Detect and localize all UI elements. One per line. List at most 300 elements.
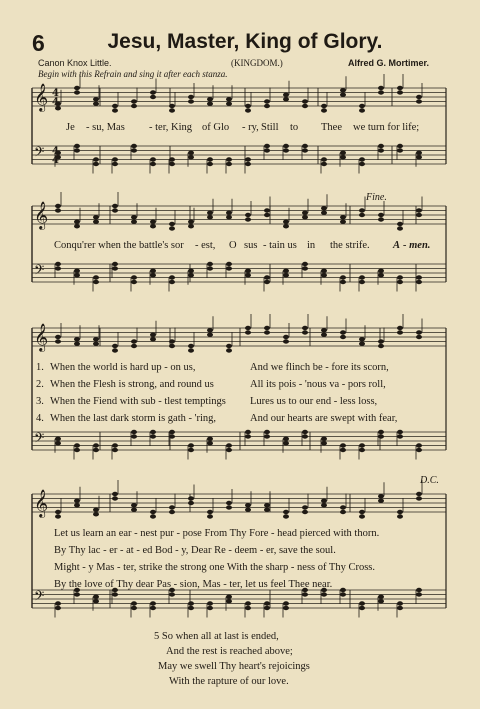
note-head	[112, 448, 118, 452]
note-head	[302, 262, 308, 266]
note-head	[169, 505, 175, 509]
note-head	[169, 434, 175, 438]
treble-clef: 𝄞	[34, 489, 49, 517]
note-head	[112, 443, 118, 447]
note-head	[302, 505, 308, 509]
note-head	[264, 430, 270, 434]
note-head	[226, 215, 232, 219]
note-head	[283, 606, 289, 610]
note-head	[188, 601, 194, 605]
note-head	[169, 226, 175, 230]
note-head	[55, 514, 61, 518]
note-head	[283, 335, 289, 339]
note-head	[397, 601, 403, 605]
note-head	[207, 266, 213, 270]
note-head	[188, 348, 194, 352]
note-head	[264, 326, 270, 330]
lyric-syllable: Still	[261, 122, 279, 133]
note-head	[397, 86, 403, 90]
note-head	[397, 514, 403, 518]
note-head	[416, 208, 422, 212]
note-head	[283, 93, 289, 97]
note-head	[112, 496, 118, 500]
note-head	[321, 108, 327, 112]
note-head	[169, 510, 175, 514]
note-head	[131, 99, 137, 103]
note-head	[416, 592, 422, 596]
note-head	[416, 99, 422, 103]
note-head	[416, 213, 422, 217]
note-head	[55, 262, 61, 266]
note-head	[378, 494, 384, 498]
note-head	[378, 599, 384, 603]
note-head	[207, 157, 213, 161]
note-head	[74, 448, 80, 452]
note-head	[169, 430, 175, 434]
note-head	[378, 430, 384, 434]
note-head	[283, 144, 289, 148]
note-head	[131, 339, 137, 343]
note-head	[93, 512, 99, 516]
note-head	[131, 220, 137, 224]
note-head	[302, 266, 308, 270]
note-head	[74, 337, 80, 341]
refrain-instruction: Begin with this Refrain and sing it after each stanza.	[38, 69, 228, 79]
note-head	[207, 601, 213, 605]
note-head	[188, 224, 194, 228]
note-head	[283, 601, 289, 605]
note-head	[245, 503, 251, 507]
note-head	[112, 204, 118, 208]
lyric-syllable: Thee	[321, 122, 342, 133]
note-head	[55, 441, 61, 445]
note-head	[226, 102, 232, 106]
note-head	[397, 434, 403, 438]
note-head	[55, 601, 61, 605]
note-head	[378, 434, 384, 438]
note-head	[112, 104, 118, 108]
note-head	[93, 157, 99, 161]
treble-clef: 𝄞	[34, 201, 49, 229]
note-head	[283, 97, 289, 101]
note-head	[340, 330, 346, 334]
note-head	[397, 144, 403, 148]
note-head	[74, 503, 80, 507]
note-head	[93, 280, 99, 284]
note-head	[302, 148, 308, 152]
note-head	[150, 269, 156, 273]
note-head	[245, 213, 251, 217]
note-head	[245, 104, 251, 108]
note-head	[188, 501, 194, 505]
note-head	[188, 273, 194, 277]
author-credit: Alfred G. Mortimer.	[348, 58, 430, 68]
note-head	[169, 104, 175, 108]
note-head	[283, 148, 289, 152]
note-head	[359, 157, 365, 161]
note-head	[112, 344, 118, 348]
note-head	[264, 104, 270, 108]
note-head	[150, 337, 156, 341]
note-head	[207, 97, 213, 101]
note-head	[397, 606, 403, 610]
lyric-syllable: A	[393, 240, 401, 251]
note-head	[55, 339, 61, 343]
note-head	[131, 104, 137, 108]
note-head	[321, 499, 327, 503]
note-head	[321, 162, 327, 166]
note-head	[321, 273, 327, 277]
note-head	[131, 148, 137, 152]
note-head	[93, 337, 99, 341]
composer-credit: Canon Knox Little.	[38, 58, 112, 68]
note-head	[131, 280, 137, 284]
note-head	[112, 266, 118, 270]
note-head	[264, 144, 270, 148]
note-head	[321, 437, 327, 441]
note-head	[416, 151, 422, 155]
note-head	[112, 208, 118, 212]
stanza-number: 2.	[36, 379, 44, 390]
tune-name: (KINGDOM.)	[231, 58, 283, 68]
note-head	[93, 215, 99, 219]
note-head	[321, 104, 327, 108]
time-signature: 4	[52, 97, 59, 108]
note-head	[74, 148, 80, 152]
note-head	[226, 448, 232, 452]
note-head	[359, 601, 365, 605]
note-head	[359, 104, 365, 108]
note-head	[264, 275, 270, 279]
note-head	[74, 342, 80, 346]
note-head	[226, 266, 232, 270]
note-head	[112, 262, 118, 266]
note-head	[207, 215, 213, 219]
note-head	[93, 220, 99, 224]
note-head	[226, 501, 232, 505]
dc-marking: D.C.	[420, 475, 439, 486]
note-head	[93, 275, 99, 279]
note-head	[55, 437, 61, 441]
lyric-syllable: - men.	[403, 240, 431, 251]
note-head	[226, 595, 232, 599]
note-head	[93, 443, 99, 447]
note-head	[397, 222, 403, 226]
note-head	[378, 144, 384, 148]
stanza-text: By the love of Thy dear Pas - sion, Mas - ter, let us feel Thee near.	[54, 579, 333, 590]
note-head	[150, 333, 156, 337]
note-head	[93, 97, 99, 101]
stanza-text: Let us learn an ear - nest pur - pose From Thy Fore - head pierced with thorn.	[54, 528, 380, 539]
note-head	[283, 220, 289, 224]
note-head	[245, 430, 251, 434]
bass-clef: 𝄢	[34, 262, 45, 281]
note-head	[74, 220, 80, 224]
note-head	[169, 339, 175, 343]
note-head	[188, 95, 194, 99]
note-head	[55, 335, 61, 339]
note-head	[112, 592, 118, 596]
note-head	[112, 348, 118, 352]
note-head	[150, 162, 156, 166]
note-head	[302, 434, 308, 438]
note-head	[207, 328, 213, 332]
hymn-number: 6	[32, 30, 45, 56]
note-head	[340, 510, 346, 514]
note-head	[245, 508, 251, 512]
stanza-5-line: With the rapture of our love.	[169, 676, 289, 687]
note-head	[169, 157, 175, 161]
stanza-5-line: May we swell Thy heart's rejoicings	[158, 661, 310, 672]
note-head	[55, 204, 61, 208]
note-head	[245, 217, 251, 221]
note-head	[131, 503, 137, 507]
note-head	[74, 499, 80, 503]
note-head	[188, 269, 194, 273]
note-head	[340, 505, 346, 509]
note-head	[226, 599, 232, 603]
note-head	[245, 601, 251, 605]
note-head	[226, 97, 232, 101]
note-head	[321, 333, 327, 337]
note-head	[150, 606, 156, 610]
note-head	[283, 269, 289, 273]
stanza-text: When the world is hard up - on us,	[50, 362, 196, 373]
note-head	[188, 448, 194, 452]
note-head	[245, 157, 251, 161]
lyric-syllable: O	[229, 240, 237, 251]
fine-marking: Fine.	[366, 192, 387, 203]
note-head	[169, 280, 175, 284]
note-head	[378, 499, 384, 503]
stanza-number: 4.	[36, 413, 44, 424]
stanza-number: 1.	[36, 362, 44, 373]
note-head	[340, 151, 346, 155]
note-head	[188, 344, 194, 348]
note-head	[55, 606, 61, 610]
note-head	[150, 224, 156, 228]
note-head	[378, 86, 384, 90]
note-head	[302, 104, 308, 108]
note-head	[226, 505, 232, 509]
stanza-text: When the Flesh is strong, and round us	[50, 379, 214, 390]
note-head	[264, 148, 270, 152]
note-head	[340, 155, 346, 159]
note-head	[378, 339, 384, 343]
note-head	[283, 437, 289, 441]
stanza-5-line: 5 So when all at last is ended,	[154, 631, 279, 642]
note-head	[150, 601, 156, 605]
note-head	[169, 592, 175, 596]
lyric-syllable: Je	[66, 122, 75, 133]
note-head	[74, 269, 80, 273]
note-head	[340, 588, 346, 592]
note-head	[207, 437, 213, 441]
note-head	[397, 90, 403, 94]
note-head	[207, 441, 213, 445]
note-head	[226, 262, 232, 266]
lyric-syllable: sus	[244, 240, 258, 251]
note-head	[93, 448, 99, 452]
note-head	[245, 269, 251, 273]
note-head	[74, 144, 80, 148]
note-head	[416, 588, 422, 592]
note-head	[226, 344, 232, 348]
note-head	[131, 144, 137, 148]
note-head	[264, 508, 270, 512]
note-head	[302, 215, 308, 219]
note-head	[150, 273, 156, 277]
note-head	[188, 496, 194, 500]
stanza-text: Lures us to our end - less loss,	[250, 396, 378, 407]
note-head	[340, 220, 346, 224]
time-signature: 4	[52, 146, 59, 157]
note-head	[397, 330, 403, 334]
note-head	[245, 108, 251, 112]
note-head	[150, 95, 156, 99]
lyric-syllable: - tain us	[263, 240, 297, 251]
note-head	[207, 606, 213, 610]
note-head	[302, 430, 308, 434]
note-head	[93, 595, 99, 599]
note-head	[74, 90, 80, 94]
lyric-syllable: in	[307, 240, 316, 251]
note-head	[283, 514, 289, 518]
note-head	[378, 344, 384, 348]
note-head	[283, 224, 289, 228]
note-head	[131, 275, 137, 279]
note-head	[207, 211, 213, 215]
note-head	[188, 443, 194, 447]
note-head	[378, 148, 384, 152]
note-head	[340, 88, 346, 92]
note-head	[131, 508, 137, 512]
lyric-syllable: - ter, King	[149, 122, 193, 133]
stanza-text: When the last dark storm is gath - 'ring,	[50, 413, 217, 424]
note-head	[321, 269, 327, 273]
bass-clef: 𝄢	[34, 144, 45, 163]
note-head	[207, 514, 213, 518]
note-head	[283, 339, 289, 343]
note-head	[264, 280, 270, 284]
note-head	[264, 434, 270, 438]
time-signature: 4	[52, 155, 59, 166]
lyric-syllable: - est,	[195, 240, 216, 251]
note-head	[112, 162, 118, 166]
note-head	[93, 162, 99, 166]
note-head	[321, 211, 327, 215]
note-head	[359, 275, 365, 279]
note-head	[226, 162, 232, 166]
note-head	[416, 443, 422, 447]
note-head	[93, 102, 99, 106]
lyric-syllable: the strife.	[330, 240, 370, 251]
note-head	[283, 510, 289, 514]
note-head	[340, 93, 346, 97]
note-head	[169, 344, 175, 348]
note-head	[359, 342, 365, 346]
note-head	[264, 330, 270, 334]
note-head	[226, 211, 232, 215]
note-head	[340, 275, 346, 279]
note-head	[416, 155, 422, 159]
note-head	[188, 155, 194, 159]
note-head	[397, 326, 403, 330]
note-head	[321, 503, 327, 507]
bass-clef: 𝄢	[34, 588, 45, 607]
note-head	[340, 335, 346, 339]
note-head	[416, 280, 422, 284]
note-head	[131, 344, 137, 348]
note-head	[169, 162, 175, 166]
note-head	[321, 592, 327, 596]
note-head	[245, 606, 251, 610]
note-head	[112, 157, 118, 161]
note-head	[302, 330, 308, 334]
note-head	[131, 215, 137, 219]
note-head	[416, 330, 422, 334]
note-head	[245, 434, 251, 438]
note-head	[321, 441, 327, 445]
note-head	[416, 492, 422, 496]
note-head	[378, 595, 384, 599]
note-head	[264, 208, 270, 212]
note-head	[378, 217, 384, 221]
note-head	[340, 448, 346, 452]
note-head	[245, 273, 251, 277]
note-head	[397, 226, 403, 230]
note-head	[207, 510, 213, 514]
lyric-syllable: to	[290, 122, 299, 133]
note-head	[302, 211, 308, 215]
note-head	[340, 592, 346, 596]
note-head	[359, 510, 365, 514]
note-head	[302, 144, 308, 148]
note-head	[302, 326, 308, 330]
note-head	[207, 102, 213, 106]
note-head	[188, 151, 194, 155]
treble-clef: 𝄞	[34, 323, 49, 351]
stanza-text: Might - y Mas - ter, strike the strong one With the sharp - ness of Thy Cross.	[54, 562, 376, 573]
note-head	[397, 275, 403, 279]
note-head	[321, 328, 327, 332]
note-head	[131, 601, 137, 605]
note-head	[188, 99, 194, 103]
note-head	[131, 606, 137, 610]
lyric-syllable: of Glo	[202, 122, 230, 133]
note-head	[226, 443, 232, 447]
note-head	[378, 269, 384, 273]
note-head	[150, 220, 156, 224]
treble-clef: 𝄞	[34, 83, 49, 111]
stanza-5-line: And the rest is reached above;	[166, 646, 293, 657]
lyric-syllable: Conqu'rer when the battle's sor	[54, 240, 184, 251]
note-head	[207, 262, 213, 266]
note-head	[359, 213, 365, 217]
hymn-title: Jesu, Master, King of Glory.	[107, 30, 383, 53]
note-head	[397, 280, 403, 284]
note-head	[74, 592, 80, 596]
note-head	[264, 606, 270, 610]
note-head	[74, 86, 80, 90]
note-head	[416, 496, 422, 500]
note-head	[416, 335, 422, 339]
note-head	[55, 208, 61, 212]
lyric-syllable: - su, Mas	[86, 122, 125, 133]
note-head	[74, 224, 80, 228]
note-head	[188, 606, 194, 610]
note-head	[359, 337, 365, 341]
